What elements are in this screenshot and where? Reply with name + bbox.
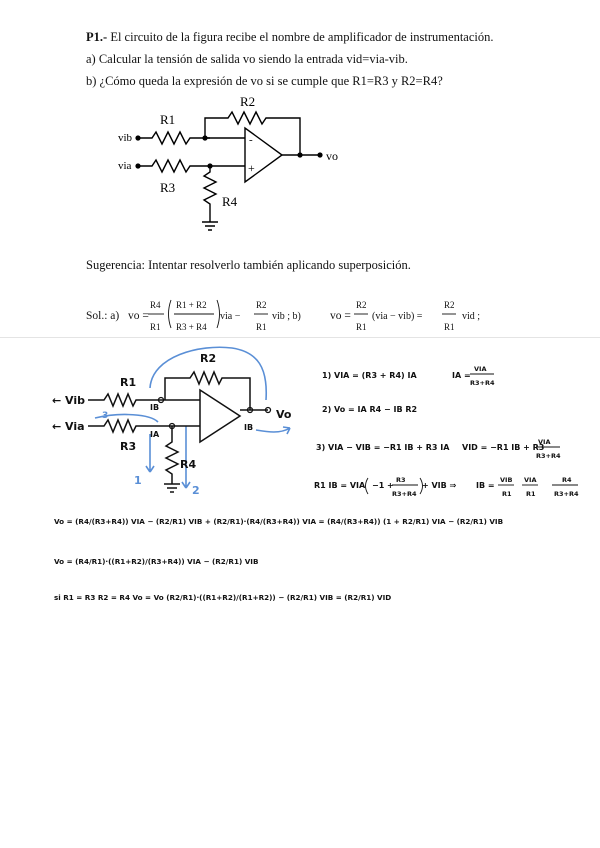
sol-a-f1-num: R4 bbox=[150, 300, 161, 310]
hw-eq4b-f2-den: R1 bbox=[526, 490, 536, 498]
hw-line6: Vo = (R4/R1)·((R1+R2)/(R3+R4)) VIA − (R2/R1) VIB bbox=[54, 557, 259, 566]
label-vo: vo bbox=[326, 149, 338, 163]
hw-eq4b-f3-num: R4 bbox=[562, 476, 572, 484]
label-r3: R3 bbox=[160, 180, 176, 195]
hw-node3: 3 bbox=[102, 411, 109, 421]
hw-node2: 2 bbox=[192, 484, 200, 497]
hw-eq4b-f1-num: VIB bbox=[500, 476, 513, 484]
sol-b-f2-num: R2 bbox=[444, 300, 455, 310]
sol-prefix: Sol.: a) bbox=[86, 310, 120, 322]
hw-via: ← Via bbox=[52, 420, 85, 433]
problem-label: P1.- bbox=[86, 30, 108, 44]
hw-r3: R3 bbox=[120, 440, 137, 453]
sol-a-via: via − bbox=[220, 311, 241, 322]
hw-eq4-den: R3+R4 bbox=[392, 490, 417, 498]
problem-text: El circuito de la figura recibe el nombre de amplificador de instrumentación. bbox=[110, 30, 494, 44]
sol-b-end: vid ; bbox=[462, 311, 481, 322]
hw-vib: ← Vib bbox=[52, 394, 86, 407]
hw-eq1b-den: R3+R4 bbox=[470, 379, 495, 387]
sol-a-f3-num: R2 bbox=[256, 300, 267, 310]
hw-eq4-mid: −1 + bbox=[372, 481, 394, 490]
hw-ib: IB bbox=[150, 403, 160, 412]
opamp-minus: - bbox=[249, 134, 253, 146]
sol-b-f1-num: R2 bbox=[356, 300, 367, 310]
sol-a-f2-den: R3 + R4 bbox=[176, 322, 207, 332]
sol-a-f1-den: R1 bbox=[150, 322, 161, 332]
label-r1: R1 bbox=[160, 112, 176, 127]
hw-line5: Vo = (R4/(R3+R4)) VIA − (R2/R1) VIB + (R2/R1)·(R4/(R3+R4)) VIA = (R4/(R3+R4)) (1 + R2/R1) VIA − (R2/R1) VIB bbox=[54, 517, 504, 526]
hw-eq3b-lhs: VID = −R1 IB + R3 bbox=[462, 443, 545, 452]
hw-eq4b-lhs: IB = bbox=[476, 481, 495, 490]
hw-r4: R4 bbox=[180, 458, 197, 471]
hw-r2: R2 bbox=[200, 352, 217, 365]
label-vib: vib bbox=[118, 132, 133, 144]
hw-eq4-lhs: R1 IB = VIA bbox=[314, 481, 366, 490]
sol-a-f2-num: R1 + R2 bbox=[176, 300, 207, 310]
hw-vo: Vo bbox=[276, 408, 292, 421]
printed-solution bbox=[80, 294, 520, 336]
hw-eq2: 2) Vo = IA R4 − IB R2 bbox=[322, 405, 418, 414]
hw-eq4b-f3-den: R3+R4 bbox=[554, 490, 579, 498]
label-r4: R4 bbox=[222, 194, 238, 209]
hw-ia: IA bbox=[150, 430, 160, 439]
problem-page bbox=[0, 0, 600, 338]
hw-line7: si R1 = R3 R2 = R4 Vo = Vo (R2/R1)·((R1+R2)/(R1+R2)) − (R2/R1) VIB = (R2/R1) VID bbox=[54, 593, 392, 602]
hw-eq1b-lhs: IA = bbox=[452, 371, 471, 380]
hw-eq1b-num: VIA bbox=[474, 365, 487, 373]
sol-b-f1-den: R1 bbox=[356, 322, 367, 332]
hw-node1: 1 bbox=[134, 474, 142, 487]
hw-eq4-num: R3 bbox=[396, 476, 406, 484]
hw-eq4b-f2-num: VIA bbox=[524, 476, 537, 484]
part-b: b) ¿Cómo queda la expresión de vo si se cumple que R1=R3 y R2=R4? bbox=[86, 74, 443, 88]
sol-b-mid: (via − vib) = bbox=[372, 311, 423, 322]
hw-eq1: 1) VIA = (R3 + R4) IA bbox=[322, 371, 417, 380]
sol-a-f3-den: R1 bbox=[256, 322, 267, 332]
hw-eq3: 3) VIA − VIB = −R1 IB + R3 IA bbox=[316, 443, 450, 452]
hw-eq3b-den: R3+R4 bbox=[536, 452, 561, 460]
part-a: a) Calcular la tensión de salida vo siendo la entrada vid=via-vib. bbox=[86, 52, 408, 66]
hw-ib2: IB bbox=[244, 423, 254, 432]
handwritten-notes bbox=[0, 338, 600, 618]
hw-eq4b-f1-den: R1 bbox=[502, 490, 512, 498]
sol-a-vib: vib ; b) bbox=[272, 311, 301, 322]
hw-eq4-end: + VIB ⇒ bbox=[422, 481, 457, 490]
opamp-plus: + bbox=[248, 161, 255, 175]
instrumentation-amplifier-circuit bbox=[0, 0, 600, 250]
sol-b-f2-den: R1 bbox=[444, 322, 455, 332]
hw-eq3b-num: VIA bbox=[538, 438, 551, 446]
suggestion: Sugerencia: Intentar resolverlo también aplicando superposición. bbox=[86, 258, 411, 272]
hw-r1: R1 bbox=[120, 376, 137, 389]
label-r2: R2 bbox=[240, 94, 256, 109]
sol-b-lhs: vo = bbox=[330, 310, 351, 322]
sol-a-lhs: vo = bbox=[128, 310, 149, 322]
label-via: via bbox=[118, 160, 132, 172]
